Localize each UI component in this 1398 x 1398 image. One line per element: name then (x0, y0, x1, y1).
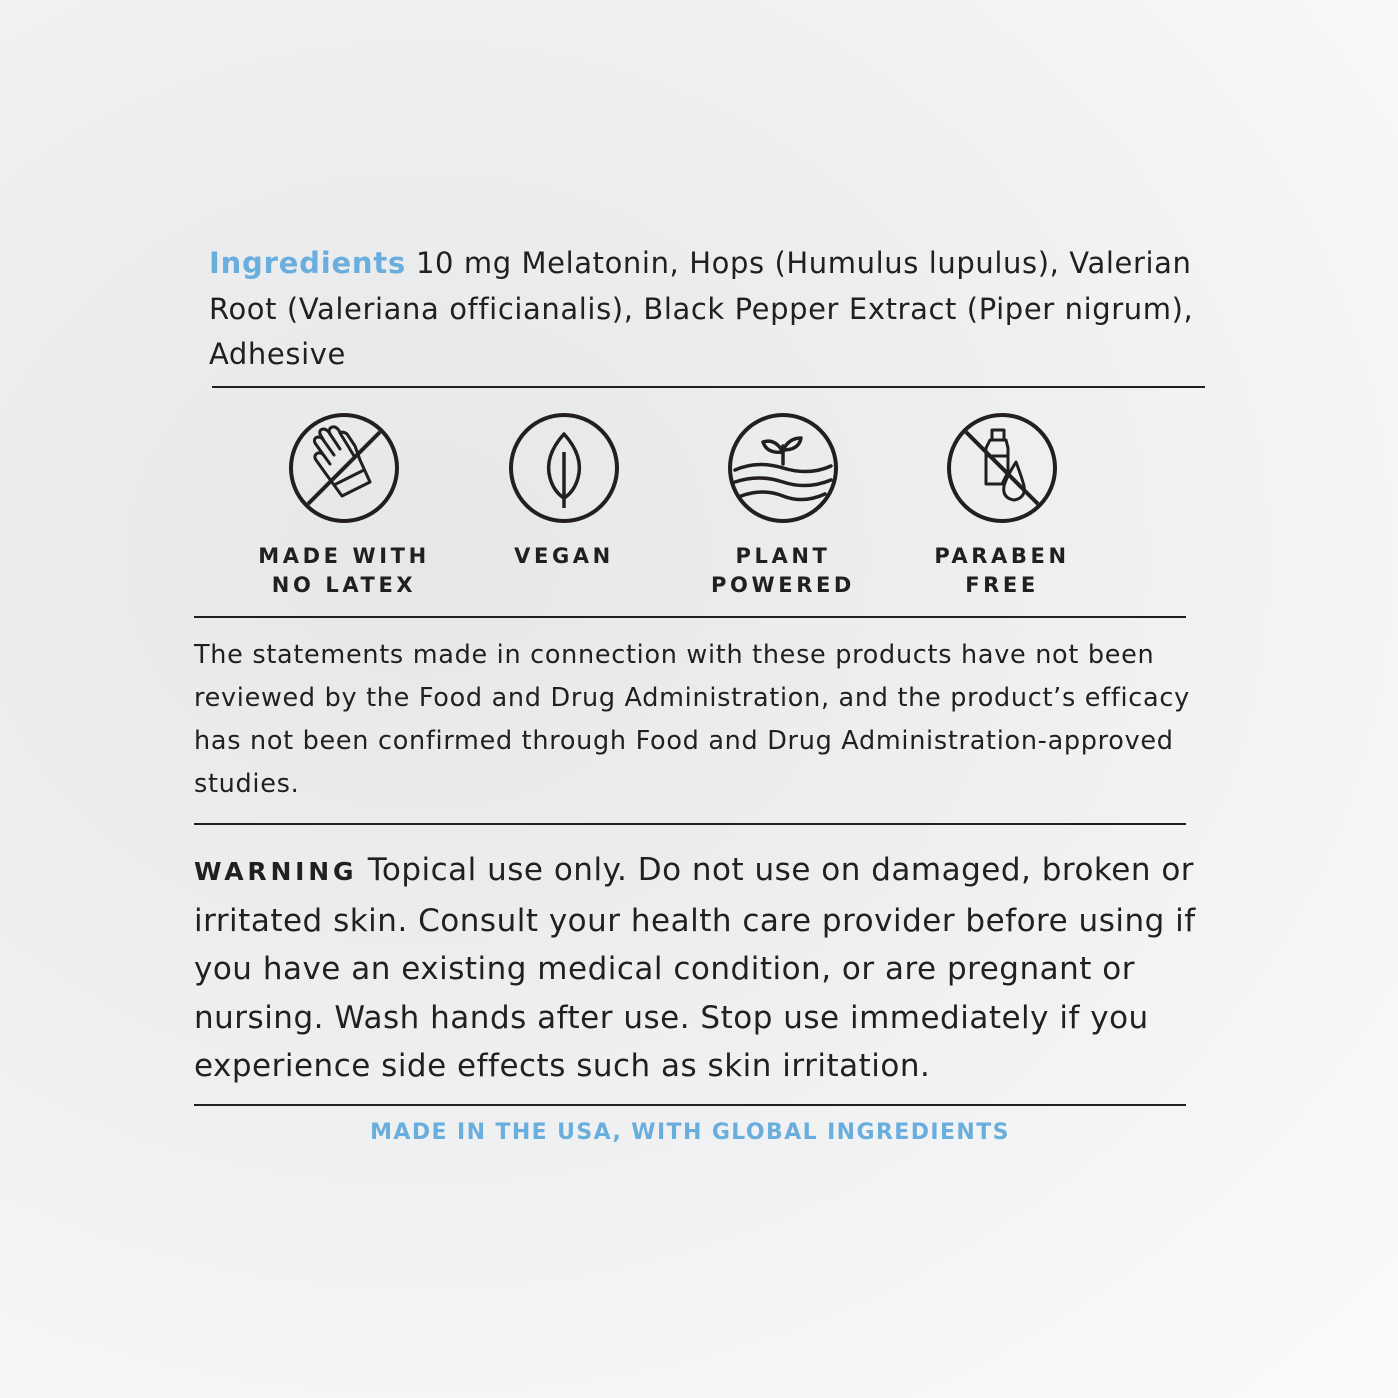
badge-label: PARABEN FREE (934, 544, 1070, 597)
no-latex-glove-icon (288, 412, 400, 524)
warning-label: WARNING (194, 857, 358, 886)
badge-label: PLANT POWERED (711, 544, 855, 597)
divider (194, 823, 1186, 825)
ingredients-label: Ingredients (209, 246, 407, 280)
badge-no-latex (224, 412, 464, 600)
fda-disclaimer: The statements made in connection with these products have not been reviewed by the Food and Drug Administration, and the product’s efficacy has not been confirmed through Food and Drug Administration-approved studies. (194, 640, 1190, 799)
ingredients-section (209, 241, 1199, 378)
badge-label: MADE WITH NO LATEX (258, 544, 430, 597)
badge-paraben-free (882, 412, 1122, 600)
no-paraben-bottle-icon (946, 412, 1058, 524)
badge-label: VEGAN (514, 544, 614, 568)
divider (194, 1104, 1186, 1106)
leaf-icon (508, 412, 620, 524)
warning-text: Topical use only. Do not use on damaged, broken or irritated skin. Consult your health care provider before using if you have an existing medical condition, or are pregnant or nursing. Wash hands after use. Stop use immediately if you experience side effects such as skin irritation. (194, 852, 1196, 1084)
warning-section (194, 846, 1206, 1091)
badge-plant-powered (663, 412, 903, 600)
ingredients-text: 10 mg Melatonin, Hops (Humulus lupulus), Valerian Root (Valeriana officianalis), Black Pepper Extract (Piper nigrum), Adhesive (209, 246, 1194, 371)
origin-statement: MADE IN THE USA, WITH GLOBAL INGREDIENTS (370, 1120, 1010, 1145)
divider (212, 386, 1205, 388)
divider (194, 616, 1186, 618)
sprout-icon (727, 412, 839, 524)
badge-vegan (444, 412, 684, 571)
